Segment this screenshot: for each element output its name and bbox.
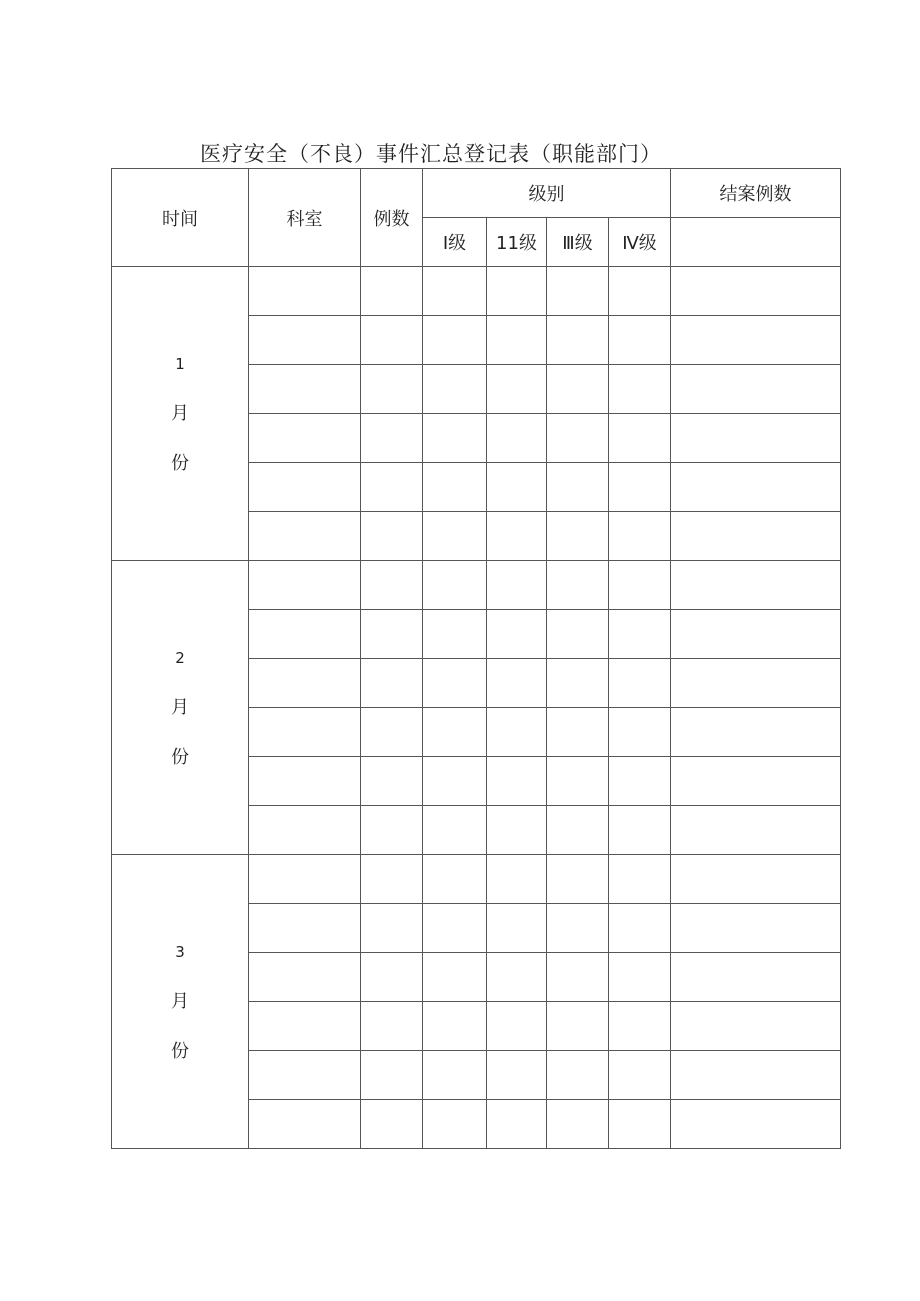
table-row xyxy=(112,855,841,904)
cell-level-3[interactable] xyxy=(547,953,609,1002)
cell-level-4[interactable] xyxy=(609,953,671,1002)
cell-closed-count[interactable] xyxy=(671,953,841,1002)
cell-level-1[interactable] xyxy=(423,561,487,610)
cell-closed-count[interactable] xyxy=(671,463,841,512)
cell-level-4[interactable] xyxy=(609,1100,671,1149)
cell-level-3[interactable] xyxy=(547,512,609,561)
cell-level-3[interactable] xyxy=(547,1002,609,1051)
cell-case-count[interactable] xyxy=(361,365,423,414)
cell-level-2[interactable] xyxy=(487,512,547,561)
cell-level-2[interactable] xyxy=(487,953,547,1002)
cell-level-2[interactable] xyxy=(487,806,547,855)
cell-level-2[interactable] xyxy=(487,414,547,463)
month-cell-1 xyxy=(112,267,249,561)
cell-level-4[interactable] xyxy=(609,904,671,953)
cell-level-3[interactable] xyxy=(547,1051,609,1100)
cell-level-1[interactable] xyxy=(423,267,487,316)
cell-closed-count[interactable] xyxy=(671,512,841,561)
month-cell-2 xyxy=(112,561,249,855)
cell-department[interactable] xyxy=(249,904,361,953)
cell-closed-count[interactable] xyxy=(671,561,841,610)
cell-level-2[interactable] xyxy=(487,855,547,904)
month-char-yue: 月 xyxy=(171,990,189,1012)
cell-level-2[interactable] xyxy=(487,1100,547,1149)
cell-level-3[interactable] xyxy=(547,855,609,904)
cell-department[interactable] xyxy=(249,659,361,708)
cell-department[interactable] xyxy=(249,806,361,855)
cell-level-4[interactable] xyxy=(609,414,671,463)
cell-department[interactable] xyxy=(249,365,361,414)
cell-level-3[interactable] xyxy=(547,561,609,610)
cell-case-count[interactable] xyxy=(361,806,423,855)
cell-level-4[interactable] xyxy=(609,267,671,316)
cell-department[interactable] xyxy=(249,610,361,659)
header-time: 时间 xyxy=(112,169,249,267)
cell-case-count[interactable] xyxy=(361,610,423,659)
cell-level-1[interactable] xyxy=(423,1002,487,1051)
cell-case-count[interactable] xyxy=(361,855,423,904)
cell-level-1[interactable] xyxy=(423,463,487,512)
header-closed-count-blank xyxy=(671,218,841,267)
cell-closed-count[interactable] xyxy=(671,855,841,904)
cell-level-1[interactable] xyxy=(423,708,487,757)
header-level-4: Ⅳ级 xyxy=(609,218,671,267)
cell-level-2[interactable] xyxy=(487,1051,547,1100)
cell-case-count[interactable] xyxy=(361,561,423,610)
cell-level-3[interactable] xyxy=(547,316,609,365)
cell-level-1[interactable] xyxy=(423,414,487,463)
cell-case-count[interactable] xyxy=(361,659,423,708)
cell-level-2[interactable] xyxy=(487,561,547,610)
cell-case-count[interactable] xyxy=(361,512,423,561)
cell-level-2[interactable] xyxy=(487,610,547,659)
cell-level-4[interactable] xyxy=(609,1051,671,1100)
cell-department[interactable] xyxy=(249,414,361,463)
month-char-fen: 份 xyxy=(171,452,189,474)
cell-department[interactable] xyxy=(249,708,361,757)
cell-level-2[interactable] xyxy=(487,267,547,316)
cell-case-count[interactable] xyxy=(361,708,423,757)
cell-level-4[interactable] xyxy=(609,659,671,708)
cell-level-4[interactable] xyxy=(609,561,671,610)
cell-level-3[interactable] xyxy=(547,708,609,757)
month-number: 2 xyxy=(175,648,185,667)
cell-level-2[interactable] xyxy=(487,1002,547,1051)
cell-department[interactable] xyxy=(249,267,361,316)
cell-level-4[interactable] xyxy=(609,316,671,365)
header-level-2: 11级 xyxy=(487,218,547,267)
cell-department[interactable] xyxy=(249,953,361,1002)
cell-level-4[interactable] xyxy=(609,512,671,561)
cell-department[interactable] xyxy=(249,561,361,610)
cell-level-1[interactable] xyxy=(423,512,487,561)
cell-closed-count[interactable] xyxy=(671,1051,841,1100)
cell-level-2[interactable] xyxy=(487,757,547,806)
cell-case-count[interactable] xyxy=(361,904,423,953)
cell-level-1[interactable] xyxy=(423,757,487,806)
month-char-yue: 月 xyxy=(171,402,189,424)
cell-closed-count[interactable] xyxy=(671,757,841,806)
cell-case-count[interactable] xyxy=(361,1002,423,1051)
cell-case-count[interactable] xyxy=(361,757,423,806)
cell-case-count[interactable] xyxy=(361,1100,423,1149)
header-case-count: 例数 xyxy=(361,169,423,267)
header-level: 级别 xyxy=(423,169,671,218)
cell-department[interactable] xyxy=(249,855,361,904)
cell-level-3[interactable] xyxy=(547,365,609,414)
cell-level-4[interactable] xyxy=(609,708,671,757)
cell-level-3[interactable] xyxy=(547,267,609,316)
cell-level-4[interactable] xyxy=(609,610,671,659)
cell-closed-count[interactable] xyxy=(671,1100,841,1149)
cell-level-2[interactable] xyxy=(487,708,547,757)
cell-case-count[interactable] xyxy=(361,267,423,316)
cell-level-3[interactable] xyxy=(547,610,609,659)
cell-level-2[interactable] xyxy=(487,463,547,512)
cell-case-count[interactable] xyxy=(361,1051,423,1100)
cell-level-3[interactable] xyxy=(547,904,609,953)
cell-case-count[interactable] xyxy=(361,316,423,365)
table-row xyxy=(112,267,841,316)
cell-case-count[interactable] xyxy=(361,953,423,1002)
cell-department[interactable] xyxy=(249,512,361,561)
header-closed-count: 结案例数 xyxy=(671,169,841,218)
cell-level-2[interactable] xyxy=(487,316,547,365)
cell-level-4[interactable] xyxy=(609,365,671,414)
cell-level-3[interactable] xyxy=(547,414,609,463)
cell-closed-count[interactable] xyxy=(671,267,841,316)
cell-level-4[interactable] xyxy=(609,757,671,806)
cell-level-4[interactable] xyxy=(609,1002,671,1051)
header-level-1: Ⅰ级 xyxy=(423,218,487,267)
cell-department[interactable] xyxy=(249,1051,361,1100)
header-level-3: Ⅲ级 xyxy=(547,218,609,267)
month-number: 1 xyxy=(175,354,185,373)
cell-department[interactable] xyxy=(249,1100,361,1149)
cell-case-count[interactable] xyxy=(361,414,423,463)
cell-level-4[interactable] xyxy=(609,855,671,904)
cell-closed-count[interactable] xyxy=(671,659,841,708)
cell-level-2[interactable] xyxy=(487,659,547,708)
cell-department[interactable] xyxy=(249,463,361,512)
cell-case-count[interactable] xyxy=(361,463,423,512)
month-char-yue: 月 xyxy=(171,696,189,718)
cell-closed-count[interactable] xyxy=(671,904,841,953)
month-char-fen: 份 xyxy=(171,1040,189,1062)
cell-level-3[interactable] xyxy=(547,463,609,512)
cell-level-1[interactable] xyxy=(423,953,487,1002)
cell-closed-count[interactable] xyxy=(671,414,841,463)
cell-level-1[interactable] xyxy=(423,316,487,365)
cell-level-2[interactable] xyxy=(487,904,547,953)
page-title: 医疗安全（不良）事件汇总登记表（职能部门） xyxy=(200,142,662,166)
cell-level-1[interactable] xyxy=(423,1051,487,1100)
month-cell-3 xyxy=(112,855,249,1149)
cell-department[interactable] xyxy=(249,757,361,806)
table-row xyxy=(112,561,841,610)
cell-level-1[interactable] xyxy=(423,659,487,708)
cell-level-3[interactable] xyxy=(547,1100,609,1149)
cell-level-1[interactable] xyxy=(423,855,487,904)
month-number: 3 xyxy=(175,942,185,961)
event-register-table xyxy=(111,168,841,1149)
cell-closed-count[interactable] xyxy=(671,610,841,659)
cell-level-1[interactable] xyxy=(423,806,487,855)
cell-level-3[interactable] xyxy=(547,806,609,855)
cell-level-4[interactable] xyxy=(609,806,671,855)
month-char-fen: 份 xyxy=(171,746,189,768)
cell-level-4[interactable] xyxy=(609,463,671,512)
cell-level-3[interactable] xyxy=(547,659,609,708)
cell-level-1[interactable] xyxy=(423,904,487,953)
cell-department[interactable] xyxy=(249,316,361,365)
cell-closed-count[interactable] xyxy=(671,1002,841,1051)
cell-level-3[interactable] xyxy=(547,757,609,806)
cell-level-1[interactable] xyxy=(423,1100,487,1149)
cell-closed-count[interactable] xyxy=(671,365,841,414)
cell-closed-count[interactable] xyxy=(671,806,841,855)
cell-closed-count[interactable] xyxy=(671,316,841,365)
cell-department[interactable] xyxy=(249,1002,361,1051)
cell-level-2[interactable] xyxy=(487,365,547,414)
header-department: 科室 xyxy=(249,169,361,267)
cell-level-1[interactable] xyxy=(423,365,487,414)
cell-closed-count[interactable] xyxy=(671,708,841,757)
cell-level-1[interactable] xyxy=(423,610,487,659)
